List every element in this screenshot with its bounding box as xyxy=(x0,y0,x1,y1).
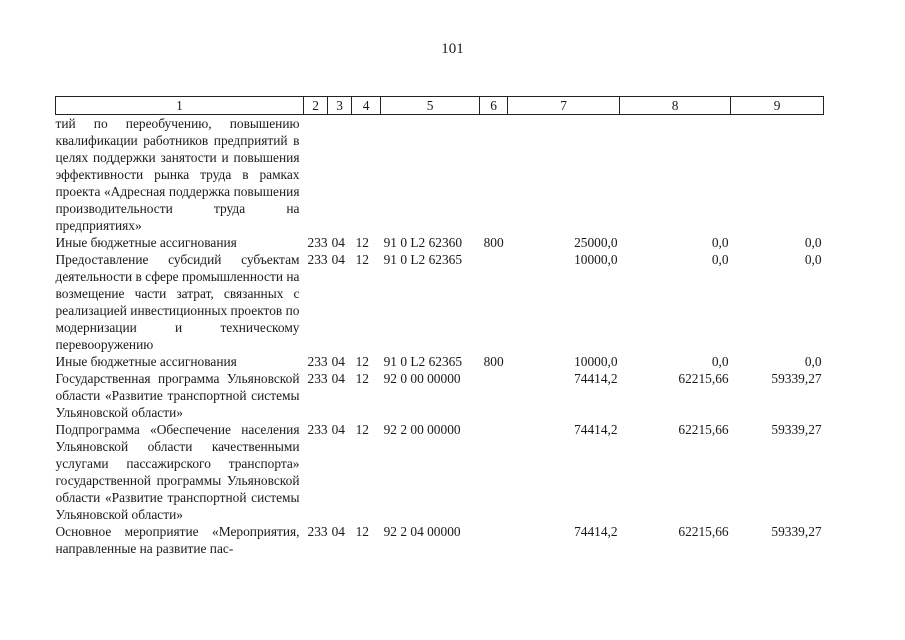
page-number: 101 xyxy=(441,41,464,57)
header-col-7: 7 xyxy=(508,97,620,115)
header-col-6: 6 xyxy=(480,97,508,115)
row-col-2-cell: 233 xyxy=(307,354,328,369)
row-col-3-cell xyxy=(328,115,352,235)
row-col-8-cell: 0,0 xyxy=(711,235,729,250)
row-name-cell: Государственная программа Ульяновской области «Развитие транспортной системы Ульяновской области» xyxy=(55,371,300,420)
header-col-5: 5 xyxy=(381,97,480,115)
table-row xyxy=(56,251,824,353)
row-col-5-cell: 92 2 00 00000 xyxy=(383,422,461,437)
row-col-6-cell xyxy=(480,115,508,235)
row-col-7-cell: 10000,0 xyxy=(574,354,618,369)
row-col-9-cell: 0,0 xyxy=(804,252,822,267)
header-col-1: 1 xyxy=(56,97,304,115)
table-row xyxy=(56,370,824,421)
row-col-9-cell xyxy=(731,115,824,235)
header-row xyxy=(56,97,824,115)
row-name-cell: Иные бюджетные ассигнования xyxy=(55,354,237,369)
row-col-3-cell: 04 xyxy=(331,371,345,386)
row-col-4-cell: 12 xyxy=(355,252,369,267)
header-col-2: 2 xyxy=(304,97,328,115)
row-col-3-cell: 04 xyxy=(331,354,345,369)
row-col-7-cell: 74414,2 xyxy=(574,524,618,539)
row-col-4-cell: 12 xyxy=(355,422,369,437)
row-col-2-cell: 233 xyxy=(307,371,328,386)
row-col-9-cell: 0,0 xyxy=(804,354,822,369)
row-col-5-cell: 92 2 04 00000 xyxy=(383,524,461,539)
row-col-3-cell: 04 xyxy=(331,235,345,250)
row-col-8-cell: 62215,66 xyxy=(678,524,729,539)
table-row xyxy=(56,421,824,523)
row-col-2-cell: 233 xyxy=(307,422,328,437)
row-col-4-cell: 12 xyxy=(355,524,369,539)
row-col-4-cell: 12 xyxy=(355,235,369,250)
table-row xyxy=(56,523,824,557)
row-col-5-cell: 91 0 L2 62365 xyxy=(383,354,463,369)
row-col-7-cell: 74414,2 xyxy=(574,422,618,437)
row-col-7-cell: 10000,0 xyxy=(574,252,618,267)
row-col-8-cell: 0,0 xyxy=(711,252,729,267)
row-col-2-cell xyxy=(304,115,328,235)
row-col-2-cell: 233 xyxy=(307,252,328,267)
row-col-4-cell xyxy=(352,115,381,235)
row-col-9-cell: 0,0 xyxy=(804,235,822,250)
row-col-5-cell: 92 0 00 00000 xyxy=(383,371,461,386)
row-col-9-cell: 59339,27 xyxy=(771,371,822,386)
row-col-4-cell: 12 xyxy=(355,354,369,369)
row-col-6-cell xyxy=(480,251,508,353)
table-row xyxy=(56,353,824,370)
table-body xyxy=(56,115,824,558)
row-col-6-cell xyxy=(480,523,508,557)
row-name-cell: Предоставление субсидий субъектам деятельности в сфере промышленности на возмещение части затрат, связанных с реализацией инвестиционных проектов по модернизации и техническому перевооружению xyxy=(55,252,300,352)
row-col-3-cell: 04 xyxy=(331,252,345,267)
row-col-8-cell: 62215,66 xyxy=(678,422,729,437)
row-col-9-cell: 59339,27 xyxy=(771,422,822,437)
row-col-8-cell: 62215,66 xyxy=(678,371,729,386)
row-col-4-cell: 12 xyxy=(355,371,369,386)
header-col-4: 4 xyxy=(352,97,381,115)
row-col-5-cell: 91 0 L2 62365 xyxy=(383,252,463,267)
table-row xyxy=(56,115,824,235)
row-col-2-cell: 233 xyxy=(307,235,328,250)
row-col-6-cell: 800 xyxy=(483,235,504,250)
row-col-7-cell: 25000,0 xyxy=(574,235,618,250)
header-col-3: 3 xyxy=(328,97,352,115)
row-col-5-cell: 91 0 L2 62360 xyxy=(383,235,463,250)
row-col-3-cell: 04 xyxy=(331,422,345,437)
row-col-5-cell xyxy=(381,115,480,235)
header-col-9: 9 xyxy=(731,97,824,115)
row-col-7-cell: 74414,2 xyxy=(574,371,618,386)
table-row xyxy=(56,234,824,251)
row-name-cell: Подпрограмма «Обеспечение населения Ульяновской области качественными услугами пассажирского транспорта» государственной программы Ульяновской области «Развитие транспортной системы Ульяновской области» xyxy=(55,422,300,522)
row-name-cell: Основное мероприятие «Мероприятия, направленные на развитие пас- xyxy=(55,524,300,556)
row-col-7-cell xyxy=(508,115,620,235)
budget-table xyxy=(55,96,824,557)
row-col-8-cell: 0,0 xyxy=(711,354,729,369)
header-col-8: 8 xyxy=(620,97,731,115)
row-col-2-cell: 233 xyxy=(307,524,328,539)
row-col-6-cell: 800 xyxy=(483,354,504,369)
row-col-6-cell xyxy=(480,421,508,523)
row-name-cell: тий по переобучению, повышению квалификации работников предприятий в целях поддержки занятости и повышения эффективности рынка труда в рамках проекта «Адресная поддержка повышения производительности труда на предприятиях» xyxy=(55,116,300,233)
row-col-6-cell xyxy=(480,370,508,421)
row-col-3-cell: 04 xyxy=(331,524,345,539)
row-col-8-cell xyxy=(620,115,731,235)
row-name-cell: Иные бюджетные ассигнования xyxy=(55,235,237,250)
row-col-9-cell: 59339,27 xyxy=(771,524,822,539)
